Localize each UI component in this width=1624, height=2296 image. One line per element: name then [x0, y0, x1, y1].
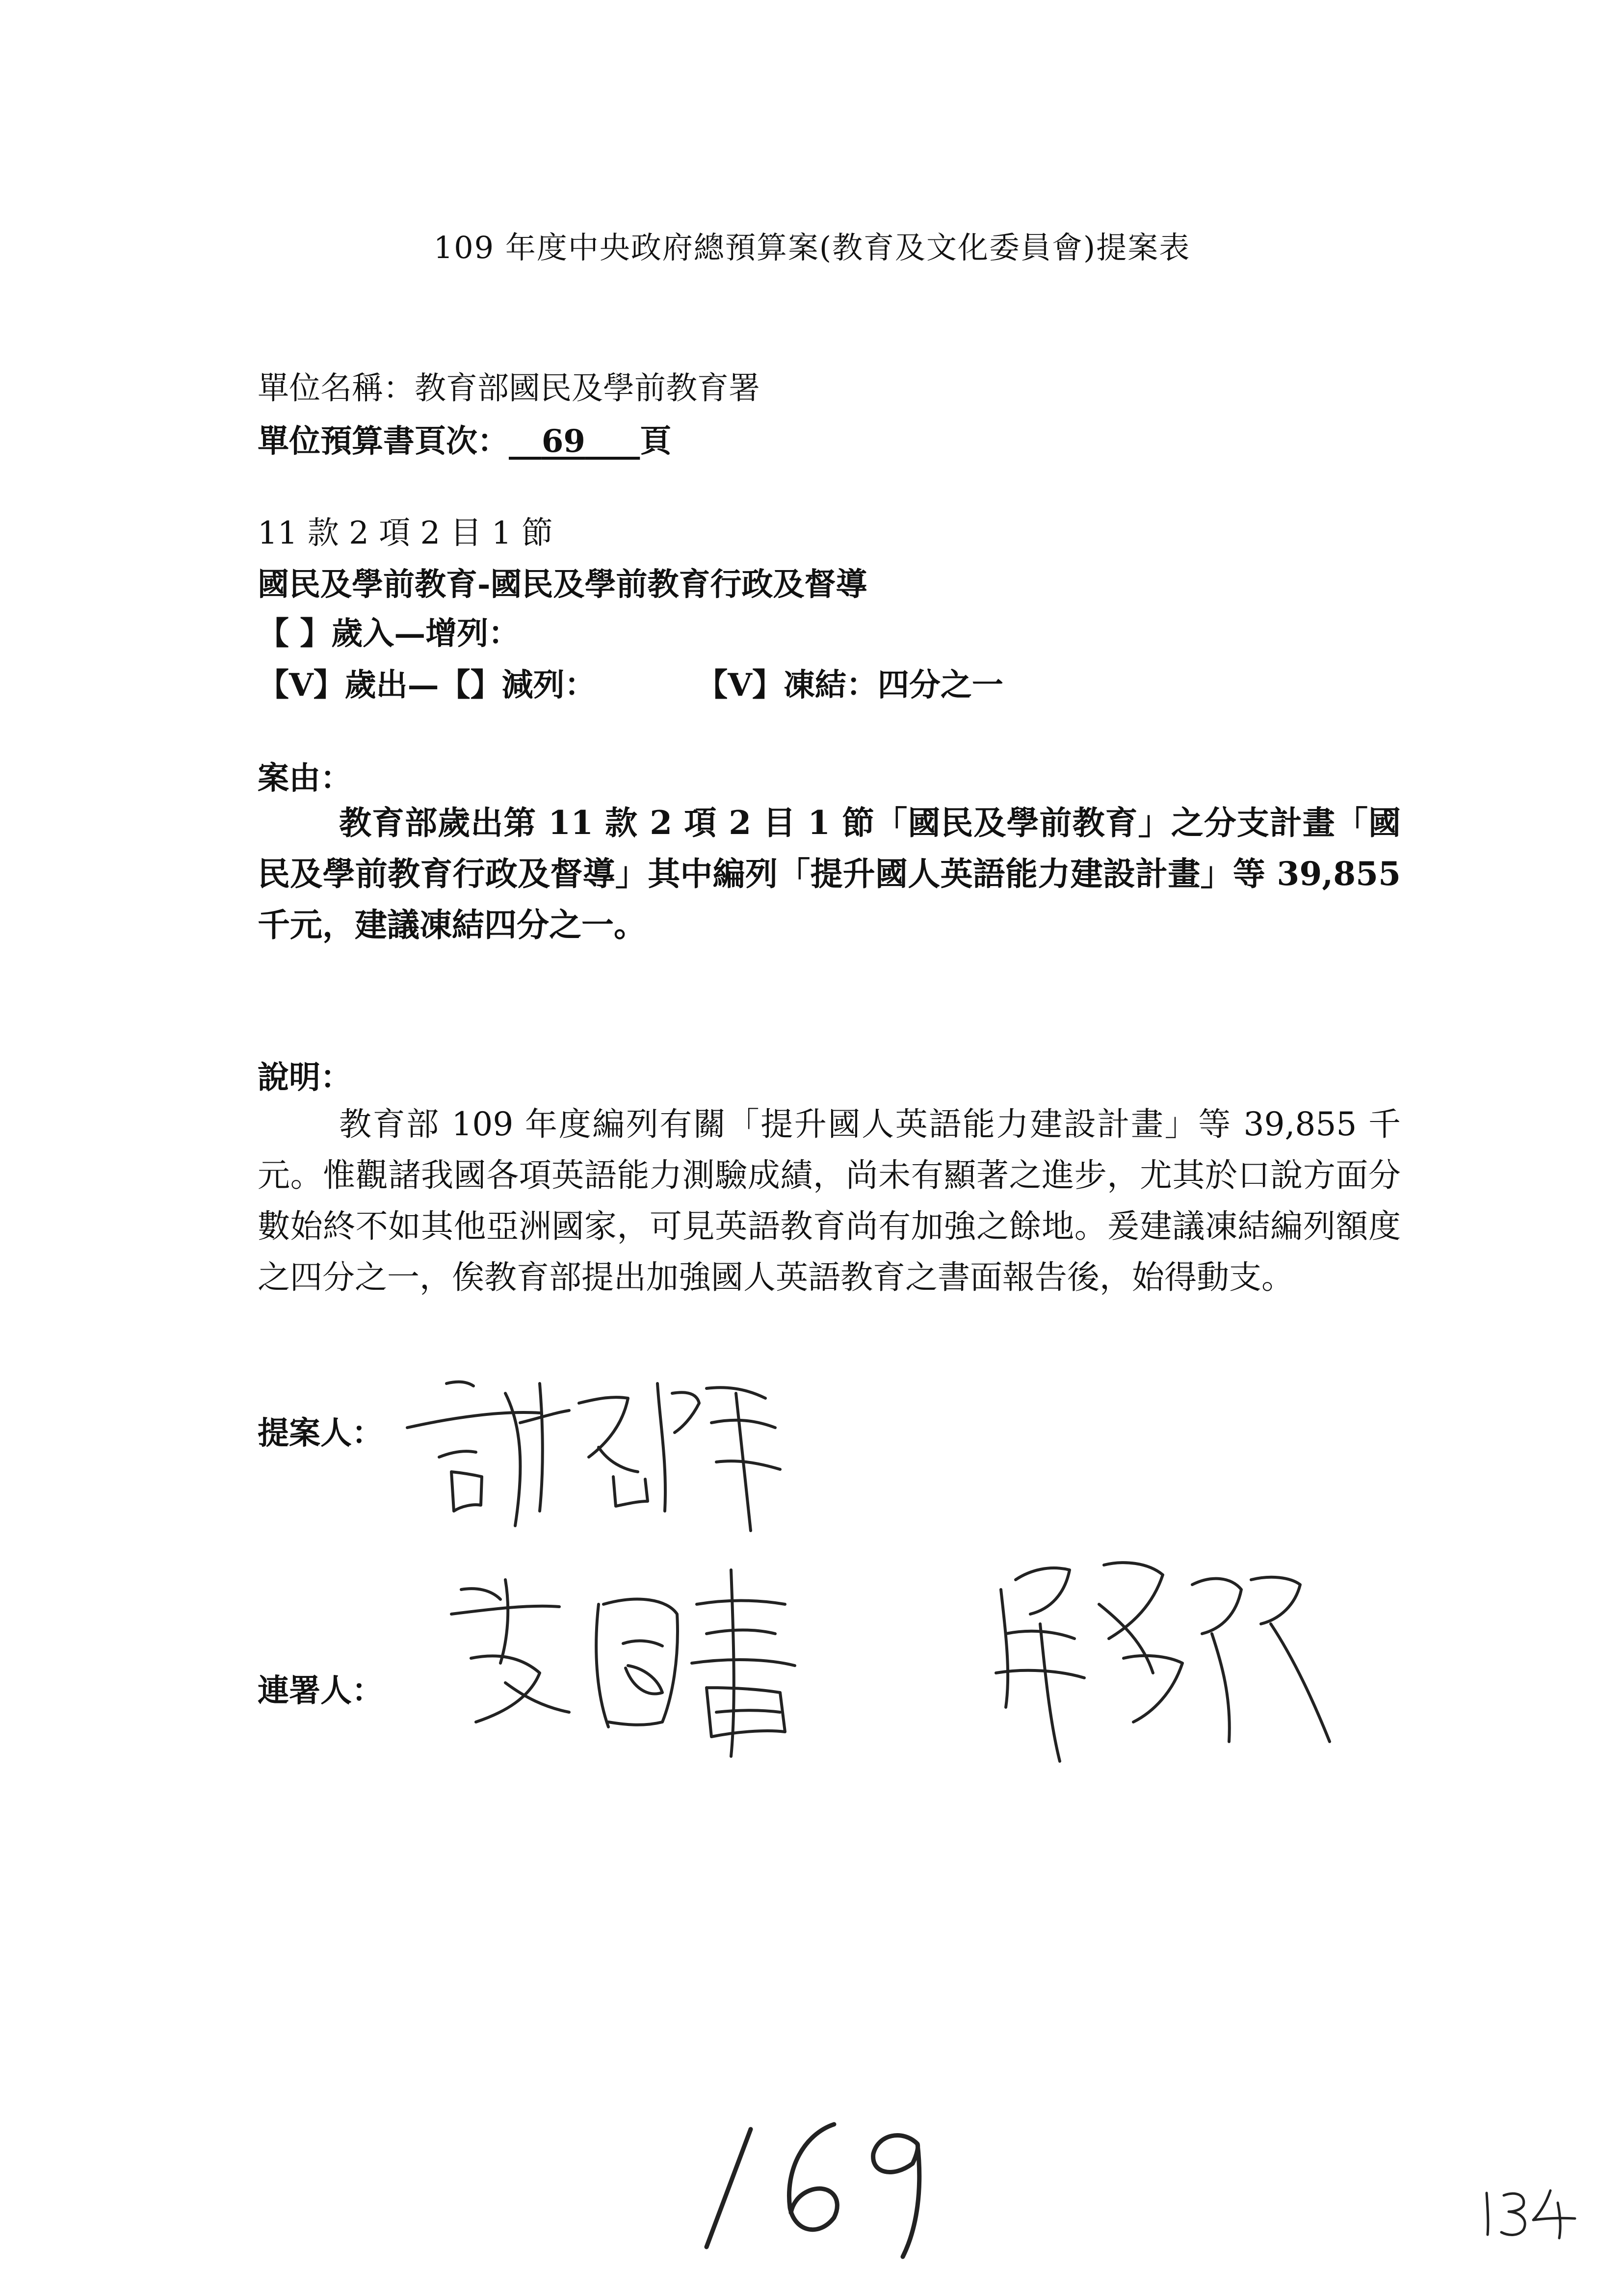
- item-title: 國民及學前教育-國民及學前教育行政及督導: [258, 566, 867, 603]
- expense-line: [258, 660, 1003, 705]
- budget-page-value: 69: [541, 423, 585, 460]
- document-title: 109 年度中央政府總預算案(教育及文化委員會)提案表: [433, 230, 1191, 265]
- unit-name: 單位名稱：教育部國民及學前教育署: [258, 370, 760, 407]
- expense-freeze: 【V】凍結：四分之一: [696, 667, 1003, 704]
- budget-page-label: 單位預算書頁次：: [258, 423, 509, 460]
- explanation-body: 教育部 109 年度編列有關「提升國人英語能力建設計畫」等 39,855 千元。惟觀諸我國各項英語能力測驗成績，尚未有顯著之進步，尤其於口說方面分數始終不如其他亞洲國家，可見英語教育尚有加強之餘地。爰建議凍結編列額度之四分之一，俟教育部提出加強國人英語教育之書面報告後，始得動支。: [258, 1105, 1401, 1296]
- handwritten-page-number: [687, 2100, 962, 2262]
- cosigner-signature-1: [432, 1560, 864, 1766]
- handwritten-corner-number: [1477, 2183, 1585, 2242]
- item-code: 11 款 2 項 2 目 1 節: [258, 515, 553, 551]
- cosigner-label: 連署人：: [258, 1672, 383, 1709]
- reason-heading: 案由：: [258, 760, 352, 797]
- proposer-label: 提案人：: [258, 1415, 383, 1452]
- expense-reduce: 【V】歲出—【】減列：: [258, 667, 596, 704]
- proposer-signature: [393, 1364, 805, 1550]
- revenue-line: 【 】歲入—增列：: [258, 615, 520, 652]
- reason-body: 教育部歲出第 11 款 2 項 2 目 1 節「國民及學前教育」之分支計畫「國民及學前教育行政及督導」其中編列「提升國人英語能力建設計畫」等 39,855 千元，建議凍結四分之一。: [258, 804, 1401, 944]
- cosigner-signature-2: [976, 1536, 1359, 1810]
- budget-page-line: [258, 416, 671, 461]
- explanation-heading: 說明：: [258, 1059, 352, 1096]
- budget-page-suffix: 頁: [640, 423, 672, 460]
